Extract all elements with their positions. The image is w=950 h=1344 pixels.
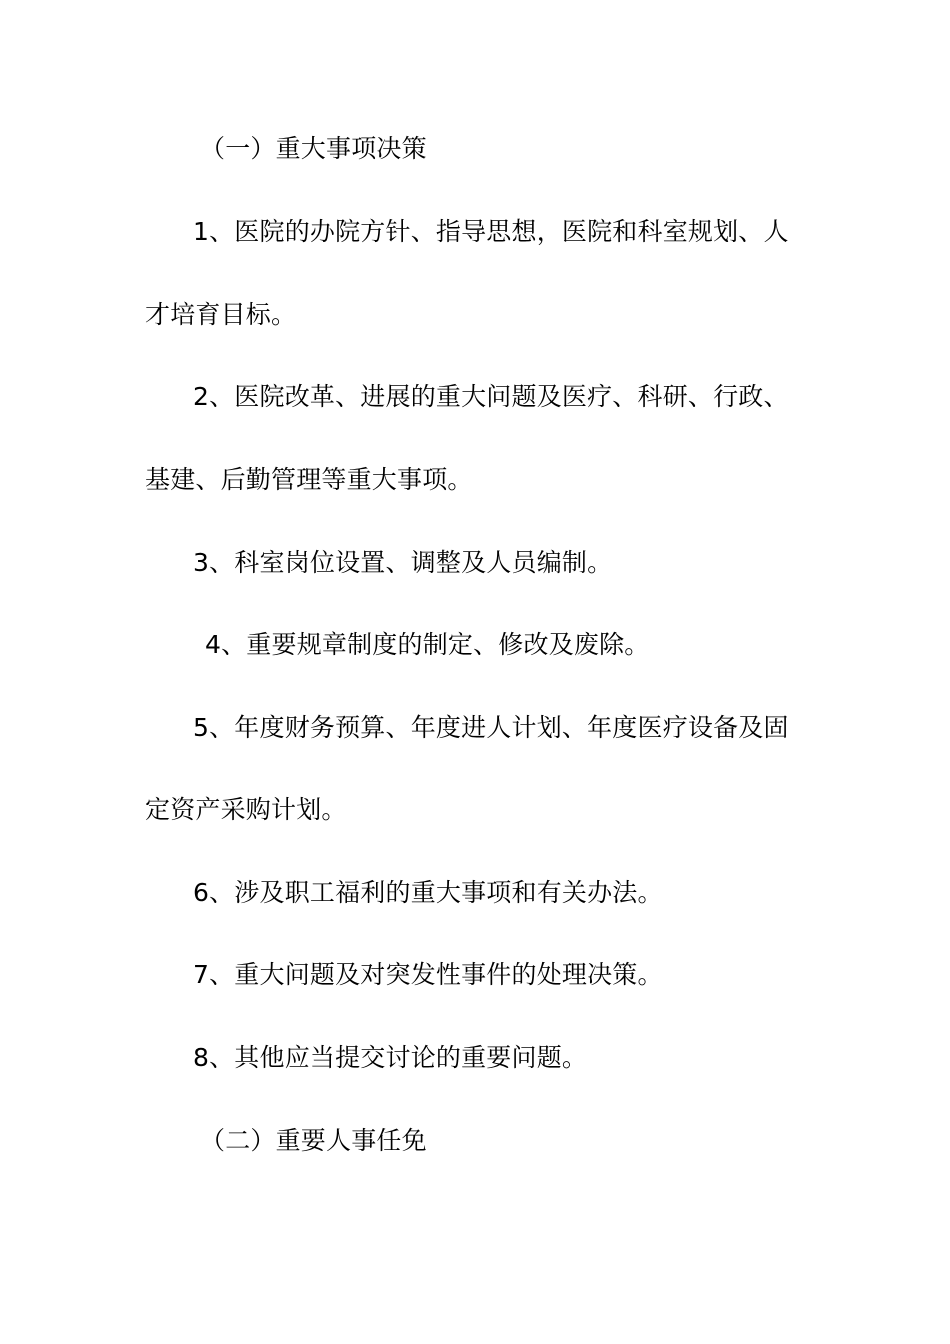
section-heading-1: （一）重大事项决策 (200, 134, 427, 163)
list-item-6: 6、涉及职工福利的重大事项和有关办法。 (193, 878, 663, 907)
list-item-5-line-2: 定资产采购计划。 (145, 795, 347, 824)
list-item-1-line-2: 才培育目标。 (145, 300, 297, 329)
list-item-5-line-1: 5、年度财务预算、年度进人计划、年度医疗设备及固 (193, 713, 789, 742)
list-item-4: 4、重要规章制度的制定、修改及废除。 (205, 630, 650, 659)
list-item-7: 7、重大问题及对突发性事件的处理决策。 (193, 960, 663, 989)
list-item-3: 3、科室岗位设置、调整及人员编制。 (193, 548, 613, 577)
list-item-1-line-1: 1、医院的办院方针、指导思想，医院和科室规划、人 (193, 217, 789, 246)
section-heading-2: （二）重要人事任免 (200, 1126, 427, 1155)
list-item-2-line-2: 基建、后勤管理等重大事项。 (145, 465, 473, 494)
list-item-2-line-1: 2、医院改革、进展的重大问题及医疗、科研、行政、 (193, 382, 789, 411)
list-item-8: 8、其他应当提交讨论的重要问题。 (193, 1043, 588, 1072)
